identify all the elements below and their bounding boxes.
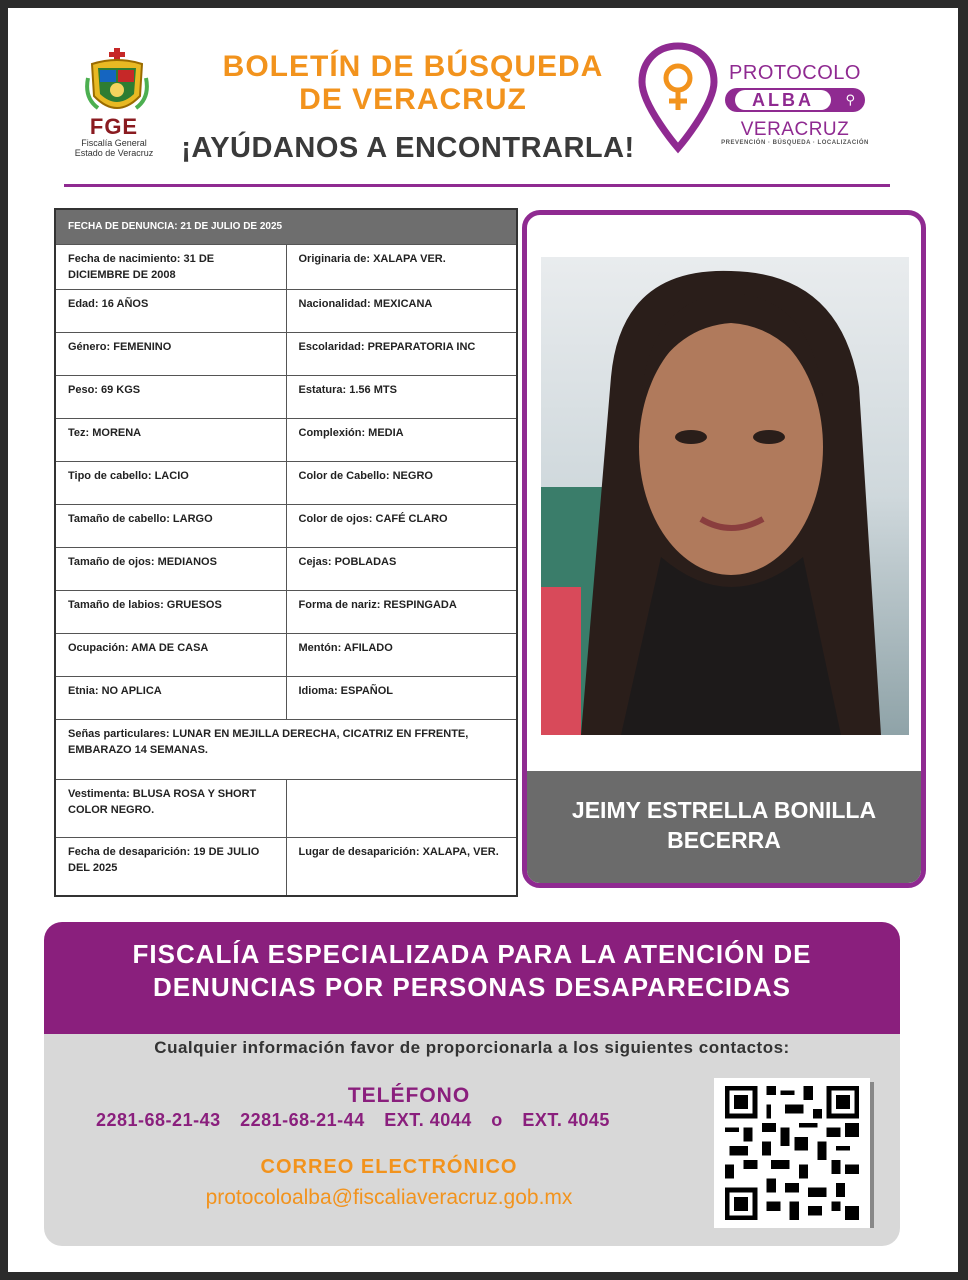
lugar-desaparicion: Lugar de desaparición: XALAPA, VER. bbox=[286, 838, 517, 896]
person-name bbox=[527, 771, 921, 883]
table-cell: Color de Cabello: NEGRO bbox=[286, 462, 517, 505]
fge-line1: Fiscalía General bbox=[81, 138, 147, 148]
table-cell: Peso: 69 KGS bbox=[55, 376, 286, 419]
ext-2: EXT. 4045 bbox=[522, 1110, 610, 1130]
table-row bbox=[55, 419, 517, 462]
table-cell: Cejas: POBLADAS bbox=[286, 548, 517, 591]
table-row bbox=[55, 245, 517, 290]
table-cell: Ocupación: AMA DE CASA bbox=[55, 634, 286, 677]
qr-shadow bbox=[870, 1082, 874, 1228]
vestimenta: Vestimenta: BLUSA ROSA Y SHORT COLOR NEGRO. bbox=[55, 780, 286, 838]
table-row bbox=[55, 591, 517, 634]
header-divider bbox=[64, 184, 890, 187]
location-pin-female-icon bbox=[638, 42, 718, 154]
alba-veracruz: VERACRUZ bbox=[740, 119, 850, 140]
fiscalia-banner bbox=[44, 922, 900, 1036]
table-cell: Tipo de cabello: LACIO bbox=[55, 462, 286, 505]
table-cell: Etnia: NO APLICA bbox=[55, 677, 286, 720]
fge-line2: Estado de Veracruz bbox=[74, 148, 154, 158]
table-cell: Fecha de nacimiento: 31 DE DICIEMBRE DE 2008 bbox=[55, 245, 286, 290]
table-row bbox=[55, 838, 517, 896]
alba-protocolo: PROTOCOLO bbox=[729, 62, 861, 84]
table-row bbox=[55, 333, 517, 376]
ext-conj: o bbox=[491, 1110, 503, 1130]
table-row bbox=[55, 505, 517, 548]
bulletin-page bbox=[8, 8, 958, 1272]
table-cell: Idioma: ESPAÑOL bbox=[286, 677, 517, 720]
table-row bbox=[55, 376, 517, 419]
fecha-denuncia: FECHA DE DENUNCIA: 21 DE JULIO DE 2025 bbox=[55, 209, 517, 245]
table-cell: Escolaridad: PREPARATORIA INC bbox=[286, 333, 517, 376]
person-photo bbox=[541, 257, 909, 735]
title-line2: DE VERACRUZ bbox=[299, 83, 527, 116]
telefono-numbers bbox=[96, 1110, 696, 1131]
phone-1[interactable]: 2281-68-21-43 bbox=[96, 1110, 221, 1130]
veracruz-seal-icon bbox=[84, 48, 150, 120]
name-line2: BECERRA bbox=[667, 827, 781, 853]
table-cell: Tamaño de cabello: LARGO bbox=[55, 505, 286, 548]
title-line1: BOLETÍN DE BÚSQUEDA bbox=[222, 50, 604, 83]
name-line1: JEIMY ESTRELLA BONILLA bbox=[571, 797, 877, 823]
phone-2[interactable]: 2281-68-21-44 bbox=[240, 1110, 365, 1130]
fge-abbr: FGE bbox=[89, 114, 139, 139]
bulletin-subtitle: ¡AYÚDANOS A ENCONTRARLA! bbox=[181, 132, 635, 164]
table-cell: Originaria de: XALAPA VER. bbox=[286, 245, 517, 290]
table-cell: Tamaño de ojos: MEDIANOS bbox=[55, 548, 286, 591]
qr-code-icon bbox=[714, 1078, 870, 1228]
alba-tagline: PREVENCIÓN · BÚSQUEDA · LOCALIZACIÓN bbox=[721, 140, 869, 146]
table-row bbox=[55, 720, 517, 780]
table-cell: Tamaño de labios: GRUESOS bbox=[55, 591, 286, 634]
senas-particulares: Señas particulares: LUNAR EN MEJILLA DERECHA, CICATRIZ EN FFRENTE, EMBARAZO 14 SEMANAS. bbox=[55, 720, 517, 780]
protocolo-alba-logo bbox=[720, 62, 870, 146]
table-row bbox=[55, 290, 517, 333]
table-row bbox=[55, 548, 517, 591]
table-cell: Nacionalidad: MEXICANA bbox=[286, 290, 517, 333]
table-cell: Edad: 16 AÑOS bbox=[55, 290, 286, 333]
bulletin-title bbox=[168, 50, 658, 116]
table-cell: Complexión: MEDIA bbox=[286, 419, 517, 462]
person-data-table bbox=[54, 208, 518, 897]
fecha-desaparicion: Fecha de desaparición: 19 DE JULIO DEL 2025 bbox=[55, 838, 286, 896]
table-cell: Estatura: 1.56 MTS bbox=[286, 376, 517, 419]
telefono-label: TELÉFONO bbox=[347, 1084, 471, 1107]
empty-cell bbox=[286, 780, 517, 838]
table-cell: Color de ojos: CAFÉ CLARO bbox=[286, 505, 517, 548]
email-link[interactable]: protocoloalba@fiscaliaveracruz.gob.mx bbox=[205, 1186, 573, 1209]
table-row bbox=[55, 634, 517, 677]
alba-pill bbox=[725, 88, 865, 112]
magnifier-icon: ⚲ bbox=[845, 92, 855, 107]
ext-1: EXT. 4044 bbox=[384, 1110, 472, 1130]
alba-word: ALBA bbox=[735, 90, 831, 110]
table-row bbox=[55, 677, 517, 720]
table-cell: Forma de nariz: RESPINGADA bbox=[286, 591, 517, 634]
contact-box bbox=[44, 1034, 900, 1246]
table-row bbox=[55, 462, 517, 505]
correo-label: CORREO ELECTRÓNICO bbox=[260, 1156, 518, 1178]
table-row bbox=[55, 780, 517, 838]
fiscalia-line2: DENUNCIAS POR PERSONAS DESAPARECIDAS bbox=[153, 972, 791, 1002]
fiscalia-line1: FISCALÍA ESPECIALIZADA PARA LA ATENCIÓN DE bbox=[132, 939, 812, 969]
table-cell: Tez: MORENA bbox=[55, 419, 286, 462]
table-cell: Mentón: AFILADO bbox=[286, 634, 517, 677]
fge-logo-text bbox=[64, 116, 164, 158]
contact-intro: Cualquier información favor de proporcionarla a los siguientes contactos: bbox=[154, 1038, 790, 1057]
photo-card bbox=[522, 210, 926, 888]
table-cell: Género: FEMENINO bbox=[55, 333, 286, 376]
